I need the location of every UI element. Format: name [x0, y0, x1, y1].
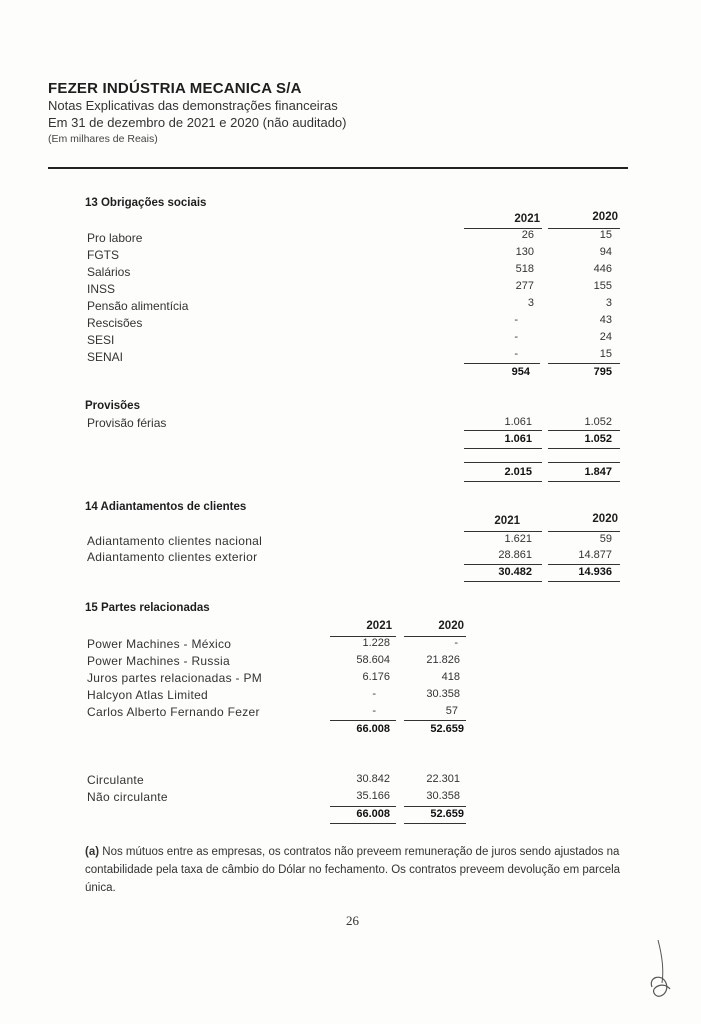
section-15-title: 15 Partes relacionadas [85, 602, 210, 614]
table-row-label: Power Machines - Russia [87, 654, 230, 668]
table-row-label: Circulante [87, 773, 145, 787]
table-row-value-2020: 446 [593, 263, 612, 275]
table-row-label: SESI [87, 333, 115, 347]
split-total-rule-2020 [404, 806, 466, 807]
section-13-title: 13 Obrigações sociais [85, 197, 207, 209]
section-13-total-rule-2021 [464, 363, 540, 364]
split-bottom-rule-2021 [330, 823, 396, 824]
table-row-value-2020: 57 [445, 705, 458, 717]
grand-total-bottom-rule-2020 [548, 481, 620, 482]
table-row-label: Não circulante [87, 790, 168, 804]
footnote [85, 843, 630, 897]
table-row-value-2021: - [372, 688, 376, 700]
provisoes-subtotal-2021: 1.061 [504, 433, 532, 445]
section-14-col-2020: 2020 [592, 513, 618, 525]
table-row-value-2020: 24 [599, 331, 612, 343]
table-row-value-2020: 15 [599, 229, 612, 241]
table-row-value-2021: 3 [527, 297, 534, 309]
section-14-header-rule-2021 [464, 531, 542, 532]
provisoes-subtotal-2020: 1.052 [584, 433, 612, 445]
table-row-value-2021: 35.166 [356, 790, 390, 802]
table-row-label: Salários [87, 265, 131, 279]
table-row-value-2021: - [514, 348, 518, 360]
section-15-col-2021: 2021 [366, 620, 392, 632]
provisoes-subtotal-rule-2020 [548, 448, 620, 449]
split-total-rule-2021 [330, 806, 396, 807]
provisao-ferias-label: Provisão férias [87, 416, 167, 430]
grand-total-top-rule-2021 [464, 462, 542, 463]
table-row-value-2020: - [454, 637, 458, 649]
table-row-value-2021: 30.842 [356, 773, 390, 785]
table-row-value-2021: - [514, 314, 518, 326]
table-row-value-2020: 30.358 [426, 688, 460, 700]
footnote-marker: (a) [85, 846, 100, 858]
section-13-col-2021: 2021 [514, 213, 540, 225]
split-total-2021: 66.008 [356, 808, 390, 820]
table-row-label: Carlos Alberto Fernando Fezer [87, 705, 260, 719]
document-subtitle: Notas Explicativas das demonstrações financeiras [48, 98, 338, 113]
table-row-value-2021: 130 [515, 246, 534, 258]
footnote-text: Nos mútuos entre as empresas, os contratos não preveem remuneração de juros sendo ajustados na contabilidade pela taxa de câmbio do Dólar no fechamento. Os contratos preveem devolução em parcela única. [85, 846, 621, 894]
section-15-total-2021: 66.008 [356, 723, 390, 735]
table-row-value-2021: 26 [521, 229, 534, 241]
table-row-label: Power Machines - México [87, 637, 232, 651]
table-row-value-2021: - [372, 705, 376, 717]
section-15-total-rule-2021 [330, 720, 396, 721]
split-bottom-rule-2020 [404, 823, 466, 824]
grand-total-2021: 2.015 [504, 466, 532, 478]
section-14-total-rule-2020 [548, 564, 620, 565]
section-15-total-rule-2020 [404, 720, 466, 721]
table-row-label: Rescisões [87, 316, 143, 330]
section-15-total-2020: 52.659 [430, 723, 464, 735]
provisoes-title: Provisões [85, 400, 140, 412]
table-row-value-2021: 1.621 [504, 533, 532, 545]
table-row-value-2021: 1.228 [362, 637, 390, 649]
section-14-total-2020: 14.936 [578, 566, 612, 578]
header-divider [48, 167, 628, 169]
table-row-value-2020: 22.301 [426, 773, 460, 785]
table-row-value-2020: 59 [599, 533, 612, 545]
table-row-value-2020: 94 [599, 246, 612, 258]
section-14-total-2021: 30.482 [498, 566, 532, 578]
provisao-ferias-2021: 1.061 [504, 416, 532, 428]
provisoes-rule-2020 [548, 430, 620, 431]
section-14-header-rule-2020 [548, 531, 620, 532]
section-13-total-2020: 795 [593, 366, 612, 378]
table-row-label: SENAI [87, 350, 124, 364]
section-14-total-rule-2021 [464, 564, 542, 565]
grand-total-top-rule-2020 [548, 462, 620, 463]
table-row-label: Pro labore [87, 231, 143, 245]
table-row-value-2020: 30.358 [426, 790, 460, 802]
table-row-label: Halcyon Atlas Limited [87, 688, 209, 702]
section-14-bottom-rule-2020 [548, 581, 620, 582]
table-row-value-2020: 14.877 [578, 549, 612, 561]
table-row-value-2020: 155 [593, 280, 612, 292]
section-14-bottom-rule-2021 [464, 581, 542, 582]
page-number: 26 [346, 913, 359, 928]
section-15-col-2020: 2020 [438, 620, 464, 632]
table-row-value-2021: - [514, 331, 518, 343]
provisoes-rule-2021 [464, 430, 542, 431]
table-row-value-2021: 518 [515, 263, 534, 275]
provisoes-subtotal-rule-2021 [464, 448, 542, 449]
table-row-value-2020: 43 [599, 314, 612, 326]
table-row-value-2020: 21.826 [426, 654, 460, 666]
table-row-value-2021: 277 [515, 280, 534, 292]
table-row-label: Adiantamento clientes exterior [87, 550, 258, 564]
table-row-value-2020: 3 [605, 297, 612, 309]
split-total-2020: 52.659 [430, 808, 464, 820]
table-row-value-2021: 58.604 [356, 654, 390, 666]
section-13-total-rule-2020 [548, 363, 620, 364]
section-13-col-2020: 2020 [592, 211, 618, 223]
table-row-label: INSS [87, 282, 116, 296]
section-13-total-2021: 954 [511, 366, 530, 378]
table-row-label: Adiantamento clientes nacional [87, 534, 263, 548]
provisao-ferias-2020: 1.052 [584, 416, 612, 428]
table-row-label: FGTS [87, 248, 119, 262]
table-row-value-2021: 28.861 [498, 549, 532, 561]
table-row-value-2020: 15 [599, 348, 612, 360]
section-14-title: 14 Adiantamentos de clientes [85, 501, 247, 513]
signature-initials [640, 935, 690, 1005]
table-row-label: Pensão alimentícia [87, 299, 189, 313]
section-14-col-2021: 2021 [494, 515, 520, 527]
table-row-value-2020: 418 [441, 671, 460, 683]
period-subtitle: Em 31 de dezembro de 2021 e 2020 (não auditado) [48, 115, 347, 130]
currency-note: (Em milhares de Reais) [48, 133, 158, 145]
company-name: FEZER INDÚSTRIA MECANICA S/A [48, 80, 302, 97]
grand-total-bottom-rule-2021 [464, 481, 542, 482]
table-row-value-2021: 6.176 [362, 671, 390, 683]
table-row-label: Juros partes relacionadas - PM [87, 671, 263, 685]
grand-total-2020: 1.847 [584, 466, 612, 478]
